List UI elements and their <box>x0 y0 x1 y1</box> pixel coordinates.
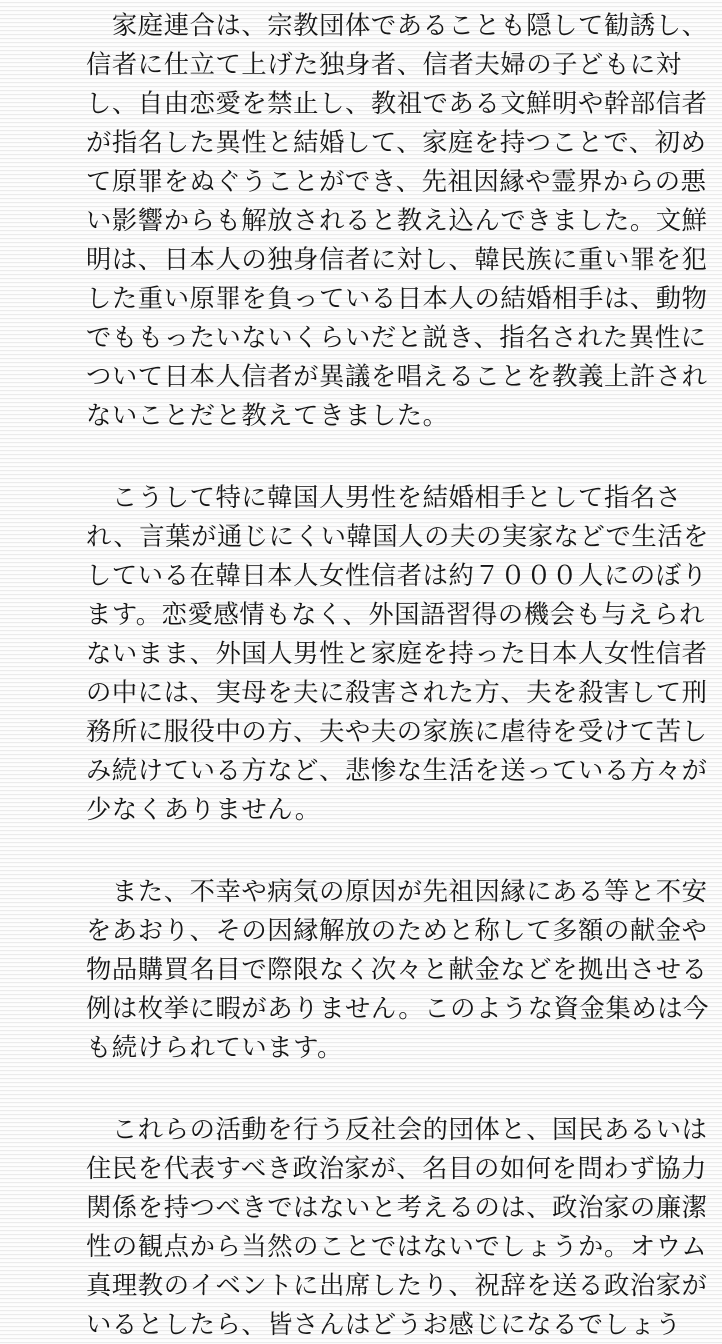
text-line: ます。恋愛感情もなく、外国語習得の機会も与えられ <box>86 600 705 629</box>
text-line: これらの活動を行う反社会的団体と、国民あるいは <box>86 1115 708 1144</box>
text-line: こうして特に韓国人男性を結婚相手として指名さ <box>86 483 682 512</box>
text-line: 少なくありません。 <box>86 795 321 824</box>
paragraph-4 <box>86 1110 708 1344</box>
text-line: をあおり、その因縁解放のためと称して多額の献金や <box>86 916 708 945</box>
text-line: し、自由恋愛を禁止し、教祖である文鮮明や幹部信者 <box>86 89 708 118</box>
body-text <box>86 6 710 1344</box>
text-line: み続けている方など、悲惨な生活を送っている方々が <box>86 756 708 785</box>
text-line: ないまま、外国人男性と家庭を持った日本人女性信者 <box>86 639 708 668</box>
text-line: 住民を代表すべき政治家が、名目の如何を問わず協力 <box>86 1154 708 1183</box>
paragraph-spacer <box>86 1067 646 1110</box>
text-line: 明は、日本人の独身信者に対し、韓民族に重い罪を犯 <box>86 245 708 274</box>
text-line: でももったいないくらいだと説き、指名された異性に <box>86 323 707 352</box>
text-line: 信者に仕立て上げた独身者、信者夫婦の子どもに対 <box>86 50 682 79</box>
text-line: の中には、実母を夫に殺害された方、夫を殺害して刑 <box>86 678 708 707</box>
text-line: 家庭連合は、宗教団体であることも隠して勧誘し、 <box>86 11 708 40</box>
paragraph-spacer <box>86 829 646 872</box>
text-line: て原罪をぬぐうことができ、先祖因縁や霊界からの悪 <box>86 167 707 196</box>
text-line: 務所に服役中の方、夫や夫の家族に虐待を受けて苦し <box>86 717 708 746</box>
text-line: ないことだと教えてきました。 <box>86 401 449 430</box>
paragraph-spacer <box>86 435 646 478</box>
text-line: も続けられています。 <box>86 1033 343 1062</box>
text-line: が指名した異性と結婚して、家庭を持つことで、初め <box>86 128 707 157</box>
text-line: ついて日本人信者が異議を唱えることを教義上許され <box>86 362 708 391</box>
text-line: 物品購買名目で際限なく次々と献金などを拠出させる <box>86 955 708 984</box>
text-line: 真理教のイベントに出席したり、祝辞を送る政治家が <box>86 1271 708 1300</box>
text-line: 例は枚挙に暇がありません。このような資金集めは今 <box>86 994 710 1023</box>
text-line: している在韓日本人女性信者は約７０００人にのぼり <box>86 561 708 590</box>
paragraph-1 <box>86 6 708 435</box>
text-line: また、不幸や病気の原因が先祖因縁にある等と不安 <box>86 877 708 906</box>
paragraph-3 <box>86 872 710 1067</box>
text-line: れ、言葉が通じにくい韓国人の夫の実家などで生活を <box>86 522 710 551</box>
text-line: した重い原罪を負っている日本人の結婚相手は、動物 <box>86 284 708 313</box>
text-line: い影響からも解放されると教え込んできました。文鮮 <box>86 206 708 235</box>
text-line: 性の観点から当然のことではないでしょうか。オウム <box>86 1232 708 1261</box>
paragraph-2 <box>86 478 710 829</box>
text-line: 関係を持つべきではないと考えるのは、政治家の廉潔 <box>86 1193 708 1222</box>
text-line: いるとしたら、皆さんはどうお感じになるでしょう <box>86 1310 682 1339</box>
